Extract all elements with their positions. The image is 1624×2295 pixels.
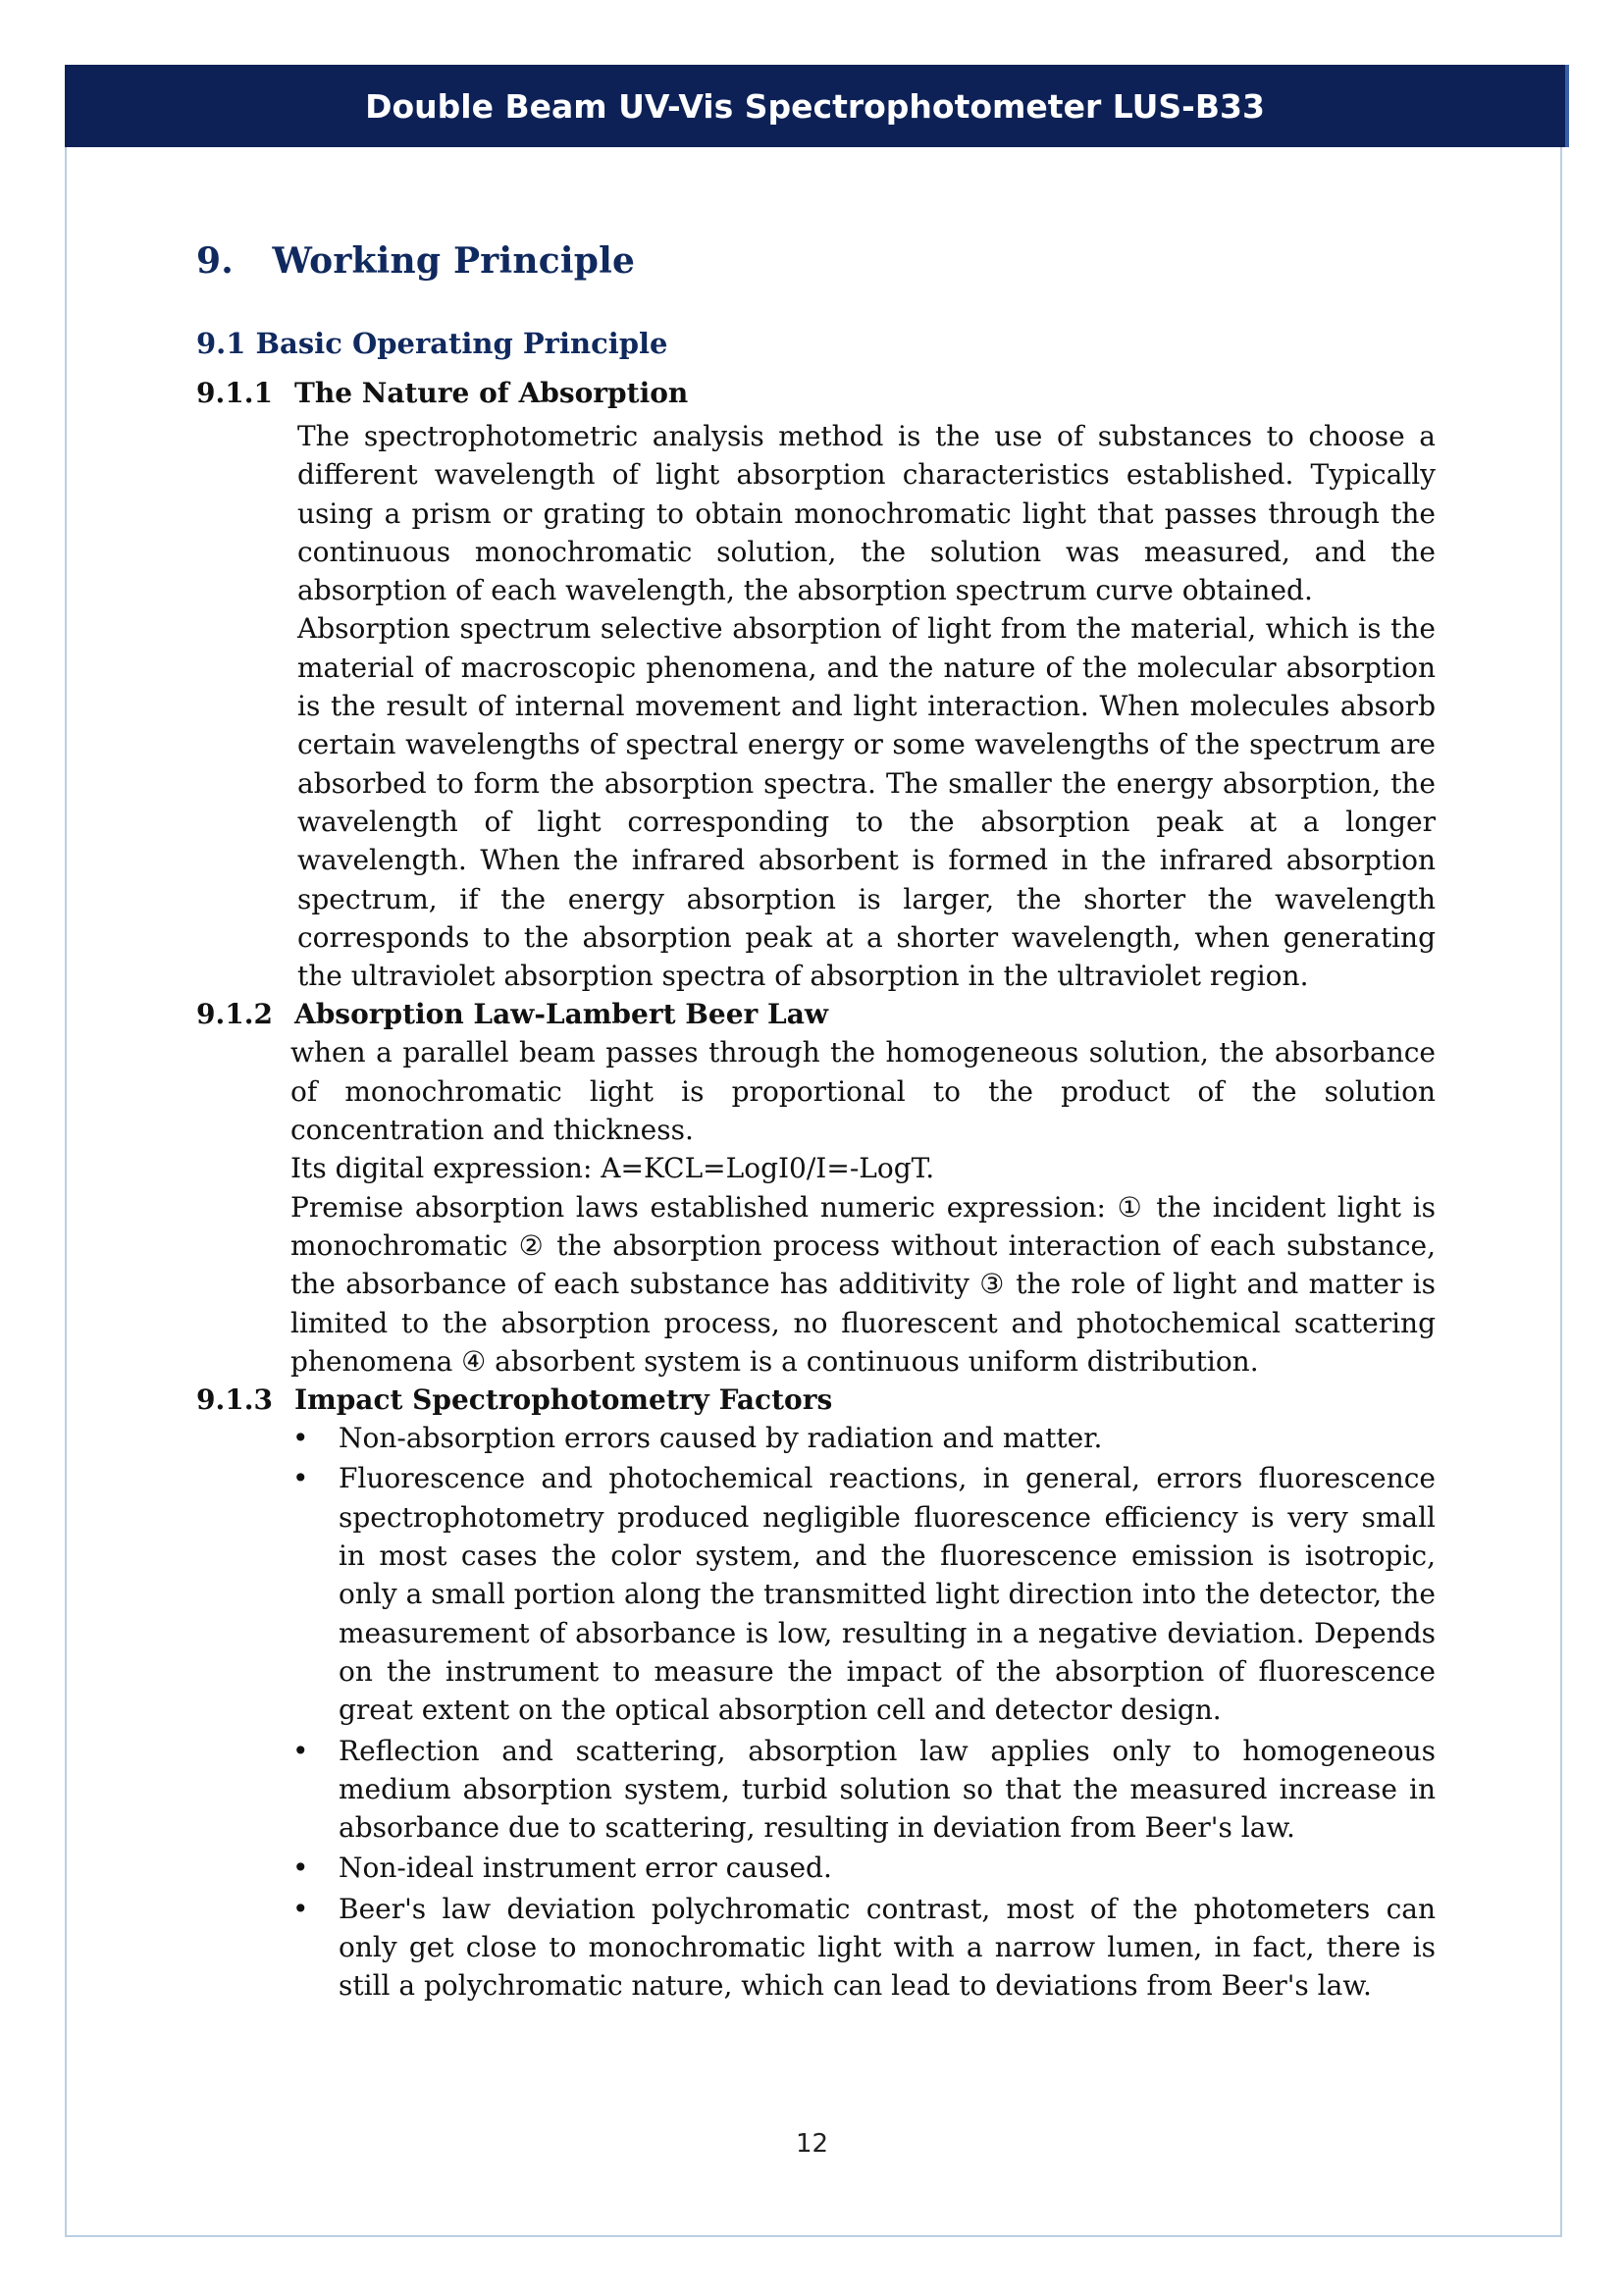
- section-title: Working Principle: [272, 240, 636, 282]
- heading-title: The Nature of Absorption: [294, 377, 689, 409]
- factor-list: [290, 1419, 1436, 2005]
- heading-number: 9.1.3: [196, 1383, 273, 1417]
- heading-number: 9.1.2: [196, 998, 273, 1031]
- subsection-heading: 9.1 Basic Operating Principle: [196, 327, 668, 360]
- paragraph: The spectrophotometric analysis method is the use of substances to choose a different wavelength of light absorption characteristics established. Typically using a prism or grating to obtain monochromatic light that passes through the continuous monochromatic solution, the solution was measured, and the absorption of each wavelength, the absorption spectrum curve obtained.: [297, 420, 1436, 607]
- formula-line: Its digital expression: A=KCL=LogI0/I=-LogT.: [290, 1152, 935, 1185]
- paragraph: Premise absorption laws established numeric expression: ① the incident light is monochromatic ② the absorption process without interaction of each substance, the absorbance of each substance has additivity ③ the role of light and matter is limited to the absorption process, no fluorescent and photochemical scattering phenomena ④ absorbent system is a continuous uniform distribution.: [290, 1190, 1436, 1378]
- bullet-icon: •: [292, 1422, 309, 1455]
- page-number: 12: [795, 2129, 829, 2159]
- header-title: Double Beam UV-Vis Spectrophotometer LUS-B33: [365, 86, 1265, 126]
- list-item: [290, 1419, 1436, 1457]
- heading-9-1-3: [196, 1381, 1436, 1419]
- heading-9-1-2: [196, 995, 1436, 1033]
- heading-title: Absorption Law-Lambert Beer Law: [294, 998, 828, 1031]
- bullet-icon: •: [292, 1734, 309, 1767]
- list-item-text: Reflection and scattering, absorption law applies only to homogeneous medium absorption system, turbid solution so that the measured increase in absorbance due to scattering, resulting in deviation from Beer's law.: [339, 1734, 1436, 1845]
- list-item: [290, 1890, 1436, 2006]
- list-item-text: Non-absorption errors caused by radiation and matter.: [339, 1422, 1103, 1455]
- heading-title: Impact Spectrophotometry Factors: [294, 1383, 833, 1417]
- list-item: [290, 1732, 1436, 1848]
- list-item-text: Beer's law deviation polychromatic contrast, most of the photometers can only get close to monochromatic light with a narrow lumen, in fact, there is still a polychromatic nature, which can lead to deviations from Beer's law.: [339, 1892, 1436, 2003]
- list-item-text: Non-ideal instrument error caused.: [339, 1852, 832, 1885]
- heading-number: 9.1.1: [196, 377, 273, 409]
- bullet-icon: •: [292, 1462, 309, 1495]
- list-item: [290, 1849, 1436, 1887]
- bullet-icon: •: [292, 1852, 309, 1885]
- heading-9-1-1: [196, 374, 1436, 412]
- header-bar: [65, 65, 1569, 147]
- section-number: 9.: [196, 240, 234, 282]
- bullet-icon: •: [292, 1892, 309, 1925]
- paragraph: Absorption spectrum selective absorption of light from the material, which is the material of macroscopic phenomena, and the nature of the molecular absorption is the result of internal movement and light interaction. When molecules absorb certain wavelengths of spectral energy or some wavelengths of the spectrum are absorbed to form the absorption spectra. The smaller the energy absorption, the wavelength of light corresponding to the absorption peak at a longer wavelength. When the infrared absorbent is formed in the infrared absorption spectrum, if the energy absorption is larger, the shorter the wavelength corresponds to the absorption peak at a shorter wavelength, when generating the ultraviolet absorption spectra of absorption in the ultraviolet region.: [297, 612, 1436, 993]
- paragraph: when a parallel beam passes through the homogeneous solution, the absorbance of monochromatic light is proportional to the product of the solution concentration and thickness.: [290, 1036, 1436, 1147]
- list-item: [290, 1459, 1436, 1729]
- list-item-text: Fluorescence and photochemical reactions, in general, errors fluorescence spectrophotometry produced negligible fluorescence efficiency is very small in most cases the color system, and the fluorescence emission is isotropic, only a small portion along the transmitted light direction into the detector, the measurement of absorbance is low, resulting in a negative deviation. Depends on the instrument to measure the impact of the absorption of fluorescence great extent on the optical absorption cell and detector design.: [339, 1462, 1436, 1727]
- page-content: [196, 240, 1436, 2008]
- section-heading: [196, 240, 1436, 282]
